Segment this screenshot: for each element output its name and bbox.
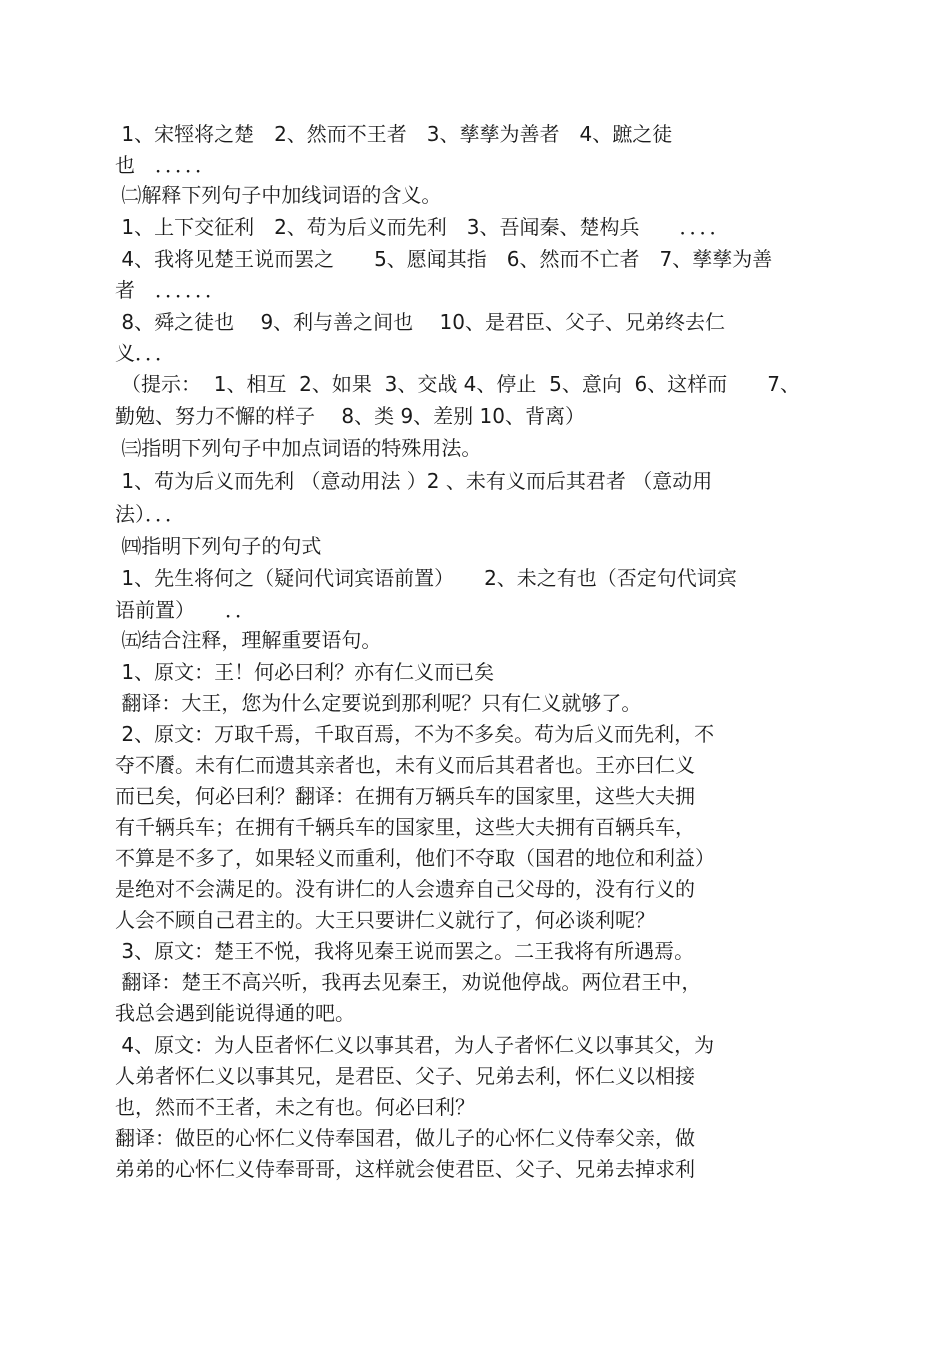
text-line: 也 ．．．．． (115, 153, 215, 177)
hint-line: 勤勉、努力不懈的样子 8、类 9、差别 10、背离） (115, 404, 585, 428)
text-line: 2、原文：万取千焉，千取百焉，不为不多矣。苟为后义而先利，不 (115, 722, 715, 746)
text-line: 4、原文：为人臣者怀仁义以事其君，为人子者怀仁义以事其父，为 (115, 1033, 715, 1057)
text-line: 3、原文：楚王不悦，我将见秦王说而罢之。二王我将有所遇焉。 (115, 939, 695, 963)
text-line: 也，然而不王者，未之有也。何必曰利？ (115, 1095, 475, 1119)
text-line: 翻译：大王，您为什么定要说到那利呢？只有仁义就够了。 (115, 691, 642, 715)
text-line: 1、先生将何之（疑问代词宾语前置） 2、未之有也（否定句代词宾 (115, 566, 737, 590)
text-line: 而已矣，何必曰利？翻译：在拥有万辆兵车的国家里，这些大夫拥 (115, 784, 695, 808)
text-line: 义．．． (115, 341, 175, 365)
section-heading: ㈡解释下列句子中加线词语的含义。 (115, 183, 442, 207)
text-line: 8、舜之徒也 9、利与善之间也 10、是君臣、父子、兄弟终去仁 (115, 310, 725, 334)
text-line: 弟弟的心怀仁义侍奉哥哥，这样就会使君臣、父子、兄弟去掉求利 (115, 1157, 695, 1181)
section-heading: ㈤结合注释，理解重要语句。 (115, 628, 382, 652)
text-line: 我总会遇到能说得通的吧。 (115, 1001, 355, 1025)
text-line: 不算是不多了，如果轻义而重利，他们不夺取（国君的地位和利益） (115, 846, 715, 870)
hint-line: （提示： 1、相互 2、如果 3、交战 4、停止 5、意向 6、这样而 7、 (121, 372, 801, 396)
text-line: 夺不餍。未有仁而遗其亲者也，未有义而后其君者也。王亦曰仁义 (115, 753, 695, 777)
text-line: 法）．．． (115, 502, 185, 526)
section-heading: ㈢指明下列句子中加点词语的特殊用法。 (115, 436, 482, 460)
section-heading: ㈣指明下列句子的句式 (115, 534, 322, 558)
text-line: 语前置） ．． (115, 598, 255, 622)
text-line: 1、上下交征利 2、苟为后义而先利 3、吾闻秦、楚构兵 ．．．． (115, 215, 730, 239)
text-line: 是绝对不会满足的。没有讲仁的人会遗弃自己父母的，没有行义的 (115, 877, 695, 901)
text-line: 1、苟为后义而先利 （意动用法 ）2 、未有义而后其君者 （意动用 (115, 469, 713, 493)
text-line: 1、原文：王！何必曰利？亦有仁义而已矣 (115, 660, 495, 684)
text-line: 翻译：做臣的心怀仁义侍奉国君，做儿子的心怀仁义侍奉父亲，做 (115, 1126, 695, 1150)
text-line: 4、我将见楚王说而罢之 5、愿闻其指 6、然而不亡者 7、孳孳为善 (115, 247, 773, 271)
text-line: 1、宋牼将之楚 2、然而不王者 3、孳孳为善者 4、蹠之徒 (115, 122, 673, 146)
text-line: 人弟者怀仁义以事其兄，是君臣、父子、兄弟去利，怀仁义以相接 (115, 1064, 695, 1088)
text-line: 翻译：楚王不高兴听，我再去见秦王，劝说他停战。两位君王中， (115, 970, 702, 994)
text-line: 人会不顾自己君主的。大王只要讲仁义就行了，何必谈利呢？ (115, 908, 655, 932)
text-line: 者 ．．．．．． (115, 278, 225, 302)
text-line: 有千辆兵车；在拥有千辆兵车的国家里，这些大夫拥有百辆兵车， (115, 815, 695, 839)
